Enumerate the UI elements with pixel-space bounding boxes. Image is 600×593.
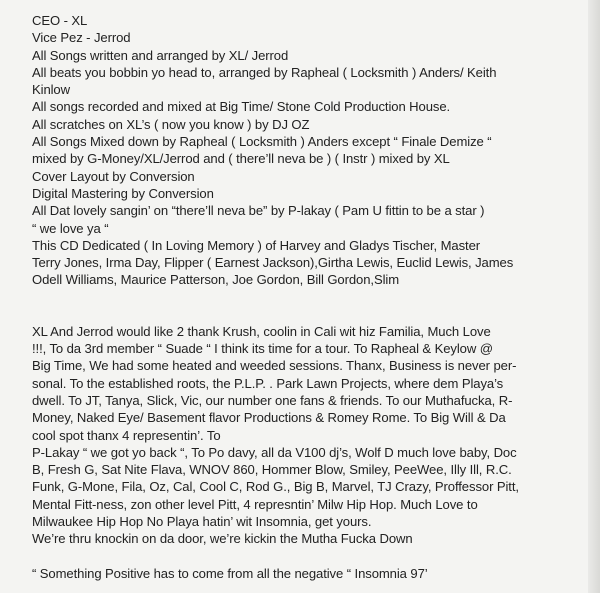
credit-line: Kinlow [32, 82, 70, 98]
credit-line: All songs recorded and mixed at Big Time/ Stone Cold Production House. [32, 99, 451, 115]
liner-notes-text [32, 12, 580, 582]
credit-line: All Songs Mixed down by Rapheal ( Locksmith ) Anders except “ Finale Demize “ [32, 134, 492, 150]
page-edge [588, 0, 600, 593]
thanks-line: !!!, To da 3rd member “ Suade “ I think its time for a tour. To Rapheal & Keylow @ [32, 341, 493, 357]
thanks-block [32, 323, 580, 548]
credit-line: Vice Pez - Jerrod [32, 30, 131, 46]
credits-block [32, 12, 580, 289]
thanks-line: Big Time, We had some heated and weeded sessions. Thanx, Business is never per- [32, 358, 517, 374]
credit-line: All Songs written and arranged by XL/ Jerrod [32, 47, 289, 63]
thanks-line: We’re thru knockin on da door, we’re kickin the Mutha Fucka Down [32, 531, 413, 547]
thanks-line: Mental Fitt-ness, zon other level Pitt, 4 represntin’ Milw Hip Hop. Much Love to [32, 496, 478, 512]
credit-line: All beats you bobbin yo head to, arranged by Rapheal ( Locksmith ) Anders/ Keith [32, 64, 497, 80]
thanks-line: cool spot thanx 4 representin’. To [32, 427, 221, 443]
credit-line: Digital Mastering by Conversion [32, 185, 214, 201]
thanks-line: Milwaukee Hip Hop No Playa hatin’ wit Insomnia, get yours. [32, 514, 372, 530]
closing-quote: “ Something Positive has to come from all the negative “ Insomnia 97’ [32, 565, 428, 581]
credit-line: CEO - XL [32, 13, 88, 28]
thanks-line: Money, Naked Eye/ Basement flavor Productions & Romey Rome. To Big Will & Da [32, 410, 506, 426]
credit-line: All scratches on XL’s ( now you know ) by DJ OZ [32, 116, 310, 132]
spacer [32, 289, 580, 323]
credit-line: mixed by G-Money/XL/Jerrod and ( there’ll neva be ) ( Instr ) mixed by XL [32, 151, 450, 167]
thanks-line: dwell. To JT, Tanya, Slick, Vic, our number one fans & friends. To our Muthafucka, R- [32, 392, 513, 408]
credit-line: Cover Layout by Conversion [32, 168, 195, 184]
thanks-line: Funk, G-Mone, Fila, Oz, Cal, Cool C, Rod G., Big B, Marvel, TJ Crazy, Proffessor Pitt, [32, 479, 519, 495]
spacer [32, 548, 580, 565]
credit-line: Odell Williams, Maurice Patterson, Joe Gordon, Bill Gordon,Slim [32, 272, 400, 288]
thanks-line: sonal. To the established roots, the P.L.P. . Park Lawn Projects, where dem Playa’s [32, 375, 504, 391]
thanks-line: B, Fresh G, Sat Nite Flava, WNOV 860, Hommer Blow, Smiley, PeeWee, Illy Ill, R.C. [32, 462, 512, 478]
credit-line: All Dat lovely sangin’ on “there’ll neva be” by P-lakay ( Pam U fittin to be a star ) [32, 203, 485, 219]
credit-line: Terry Jones, Irma Day, Flipper ( Earnest Jackson),Girtha Lewis, Euclid Lewis, James [32, 255, 514, 271]
credit-line: “ we love ya “ [32, 220, 109, 236]
thanks-line: P-Lakay “ we got yo back “, To Po davy, all da V100 dj’s, Wolf D much love baby, Doc [32, 444, 517, 460]
thanks-line: XL And Jerrod would like 2 thank Krush, coolin in Cali wit hiz Familia, Much Love [32, 323, 491, 339]
credit-line: This CD Dedicated ( In Loving Memory ) of Harvey and Gladys Tischer, Master [32, 237, 481, 253]
